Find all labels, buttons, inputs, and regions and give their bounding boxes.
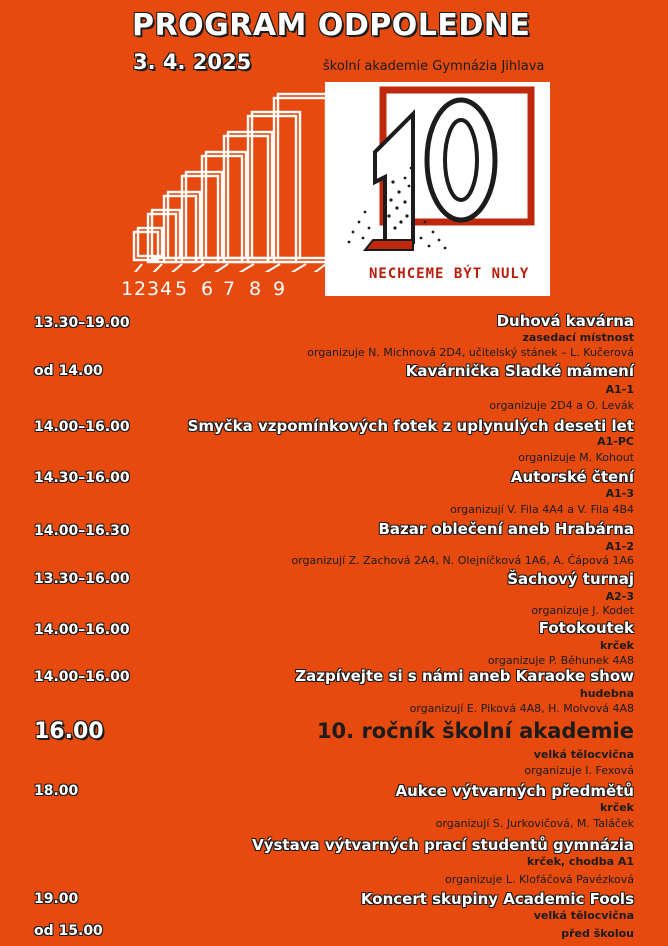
event-location: A1-3 <box>605 487 634 500</box>
event-name: Fotokoutek <box>538 619 634 637</box>
stair-frame-4b <box>186 172 222 258</box>
event-name: Kavárnička Sladké mámení <box>405 362 634 380</box>
digit-1: 1 <box>121 278 134 300</box>
digit-3: 3 <box>147 278 160 300</box>
event-location: krček <box>599 801 634 814</box>
event-name: Výstava výtvarných prací studentů gymnázia <box>252 836 634 854</box>
event-location: hudebna <box>579 687 634 700</box>
event-organizer: organizuje I. Fexová <box>524 764 634 777</box>
event-name: Aukce výtvarných předmětů <box>395 782 634 800</box>
event-organizer: organizuje N. Michnová 2D4, učitelský stánek – L. Kučerová <box>307 346 634 359</box>
digit-7: 7 <box>223 278 236 300</box>
event-location: krček <box>599 639 634 652</box>
digit-5: 5 <box>175 278 188 300</box>
stair-frame-8b <box>278 94 328 258</box>
event-organizer: organizují E. Piková 4A8, H. Molvová 4A8 <box>409 702 634 715</box>
logo-slogan: NECHCEME BÝT NULY <box>369 266 530 282</box>
event-organizer: organizují V. Fila 4A4 a V. Fila 4B4 <box>450 503 634 516</box>
digit-2: 2 <box>134 278 147 300</box>
event-name: Autorské čtení <box>510 468 634 486</box>
event-time: od 15.00 <box>34 923 103 939</box>
event-location: A2-3 <box>605 590 634 603</box>
event-name: 10. ročník školní akademie <box>316 719 634 743</box>
event-organizer: organizuje P. Běhunek 4A8 <box>487 654 634 667</box>
event-name: Bazar oblečení aneb Hrabárna <box>378 520 634 538</box>
event-location: krček, chodba A1 <box>526 855 634 868</box>
event-location: A1-1 <box>605 383 634 396</box>
event-date: 3. 4. 2025 <box>133 50 252 74</box>
event-time: 14.30–16.00 <box>34 470 130 486</box>
event-location: A1-PC <box>597 435 634 448</box>
event-name: Šachový turnaj <box>507 570 634 588</box>
event-time: 16.00 <box>34 719 104 744</box>
event-time: 14.00–16.00 <box>34 669 130 685</box>
event-time: 14.00–16.00 <box>34 622 130 638</box>
event-organizer: organizuje L. Klofáčová Pavézková <box>444 873 634 886</box>
event-time: 19.00 <box>34 891 79 907</box>
event-organizer: organizují S. Jurkovičová, M. Taláček <box>435 817 634 830</box>
digit-6: 6 <box>201 278 214 300</box>
event-time: od 14.00 <box>34 363 103 379</box>
event-organizer: organizuje J. Kodet <box>531 604 634 617</box>
event-location: zasedací místnost <box>522 331 634 344</box>
page-title: PROGRAM ODPOLEDNE <box>132 8 531 43</box>
event-time: 18.00 <box>34 783 79 799</box>
digit-9: 9 <box>273 278 286 300</box>
event-name: Zazpívejte si s námi aneb Karaoke show <box>295 667 634 685</box>
stair-frame-7b <box>252 112 300 258</box>
event-organizer: organizuje M. Kohout <box>518 451 634 464</box>
event-name: Koncert skupiny Academic Fools <box>360 890 634 908</box>
digit-4: 4 <box>160 278 173 300</box>
event-organizer: organizuje 2D4 a O. Levák <box>489 399 634 412</box>
event-location: před školou <box>561 927 634 940</box>
stairs-digits <box>121 278 285 300</box>
stair-frame-5b <box>206 152 246 258</box>
event-location: velká tělocvična <box>533 909 634 922</box>
event-time: 13.30–19.00 <box>34 315 130 331</box>
event-time: 13.30–16.00 <box>34 571 130 587</box>
event-time: 14.00–16.00 <box>34 419 130 435</box>
page-subtitle: školní akademie Gymnázia Jihlava <box>323 59 545 74</box>
anniversary-logo <box>325 82 550 296</box>
digit-8: 8 <box>249 278 262 300</box>
event-name: Smyčka vzpomínkových fotek z uplynulých deseti let <box>187 417 634 435</box>
event-time: 14.00–16.30 <box>34 523 130 539</box>
event-name: Duhová kavárna <box>496 312 634 330</box>
logo-artwork <box>325 82 550 296</box>
event-location: A1-2 <box>605 540 634 553</box>
event-location: velká tělocvična <box>533 748 634 761</box>
event-organizer: organizují Z. Zachová 2A4, N. Olejníčková 1A6, A. Čápová 1A6 <box>291 554 634 567</box>
stairs-illustration <box>120 92 330 272</box>
